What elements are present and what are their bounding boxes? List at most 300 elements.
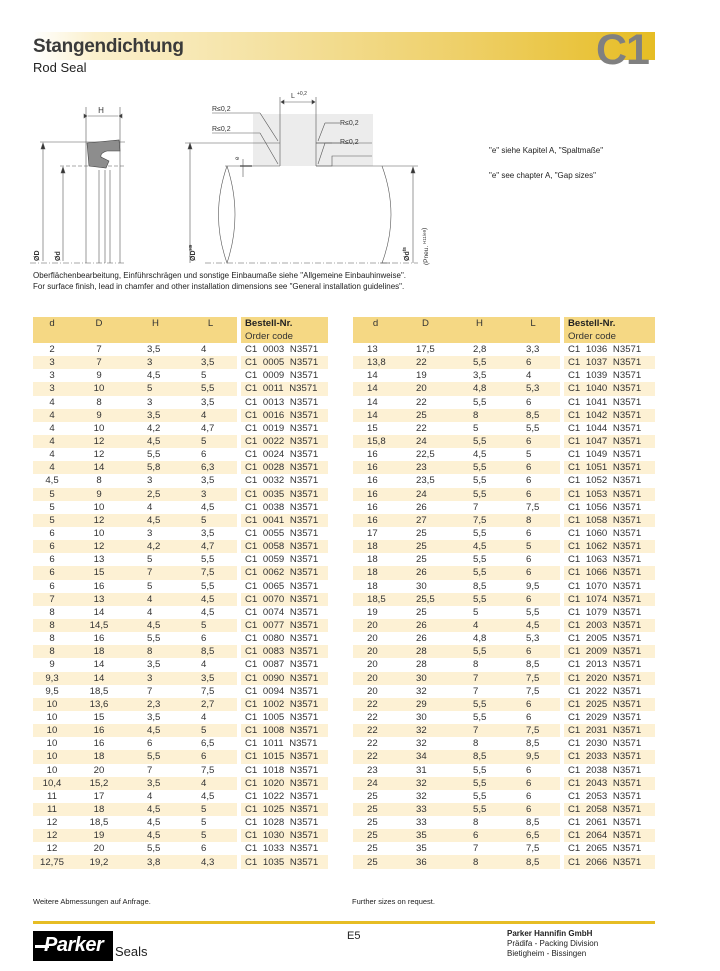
cell-D: 24 <box>398 488 453 501</box>
cell-H: 6 <box>453 829 506 842</box>
cell-H: 3,5 <box>147 712 161 723</box>
cell-order-code: C1 2029 N3571 <box>562 711 655 724</box>
cell-order-code: C1 0028 N3571 <box>239 461 328 474</box>
svg-text:R≤0,2: R≤0,2 <box>340 120 359 127</box>
table-row <box>353 698 655 711</box>
cell-order-code: C1 0058 N3571 <box>239 540 328 553</box>
table-row <box>33 724 328 737</box>
table-row <box>353 501 655 514</box>
cell-H: 5,5 <box>473 396 487 408</box>
cell-d: 15 <box>367 422 378 434</box>
further-sizes-de: Weitere Abmessungen auf Anfrage. <box>33 897 151 906</box>
cell-L: 5,3 <box>526 633 540 645</box>
cell-H: 5,5 <box>453 593 506 606</box>
svg-text:H: H <box>98 106 104 115</box>
cell-L: 6 <box>526 475 532 487</box>
cell-L: 7,5 <box>184 566 239 579</box>
cell-d: 17 <box>367 528 378 540</box>
table-row <box>33 777 328 790</box>
company-division: Prädifa - Packing Division <box>507 939 599 948</box>
cell-order-code: C1 0011 N3571 <box>239 382 328 395</box>
cell-D: 25,5 <box>398 593 453 606</box>
svg-text:ØDH9: $ØD^{H9}$ <box>188 244 197 261</box>
cell-order-code: C1 0062 N3571 <box>239 566 328 579</box>
table-row <box>353 685 655 698</box>
cell-L: 8,5 <box>506 409 562 422</box>
cell-H: 7 <box>147 685 153 697</box>
cell-d: 14 <box>353 382 398 395</box>
cell-H: 2,5 <box>127 488 184 501</box>
cell-H: 8 <box>453 855 506 868</box>
cell-order-code: C1 0035 N3571 <box>239 488 328 501</box>
cell-D: 12 <box>71 435 127 448</box>
cell-d: 19 <box>367 606 378 618</box>
cell-L: 8,5 <box>506 855 562 868</box>
cell-H: 5 <box>147 580 153 592</box>
cell-D: 20 <box>93 843 105 855</box>
cell-H: 3 <box>147 475 153 487</box>
cell-L: 7,5 <box>201 764 215 776</box>
table-row <box>33 474 328 487</box>
cell-D: 10 <box>93 422 105 434</box>
table-row <box>33 409 328 422</box>
table-row <box>353 527 655 540</box>
cell-H: 8 <box>473 817 479 829</box>
cell-L: 4,5 <box>201 606 215 618</box>
cell-order-code: C1 2053 N3571 <box>562 790 655 803</box>
cell-L: 5 <box>526 449 532 461</box>
cell-d: 25 <box>353 803 398 816</box>
cell-L: 6 <box>506 593 562 606</box>
cell-order-code: C1 0038 N3571 <box>239 501 328 514</box>
cell-d: 9,5 <box>45 685 59 697</box>
table-row <box>33 790 328 803</box>
company-info <box>507 929 598 959</box>
cell-D: 9 <box>71 409 127 422</box>
further-sizes-en: Further sizes on request. <box>352 897 435 906</box>
cell-order-code: C1 0094 N3571 <box>239 685 328 698</box>
cell-order-code: C1 2038 N3571 <box>562 764 655 777</box>
cell-D: 12 <box>71 514 127 527</box>
table-row <box>353 737 655 750</box>
installation-diagram <box>0 85 480 265</box>
cell-L: 3,5 <box>184 356 239 369</box>
cell-d: 3 <box>33 356 71 369</box>
cell-L: 8,5 <box>526 817 540 829</box>
cell-L: 3,5 <box>201 528 215 540</box>
cell-d: 23 <box>367 764 378 776</box>
cell-L: 6 <box>526 396 532 408</box>
cell-order-code: C1 1005 N3571 <box>239 711 328 724</box>
cell-H: 5,5 <box>147 633 161 645</box>
cell-H: 3,5 <box>127 409 184 422</box>
table-row <box>33 803 328 816</box>
cell-H: 7 <box>453 672 506 685</box>
cell-order-code: C1 2013 N3571 <box>562 658 655 671</box>
cell-L: 5 <box>184 514 239 527</box>
cell-H: 7,5 <box>453 514 506 527</box>
cell-D: 14 <box>71 461 127 474</box>
table-row <box>33 672 328 685</box>
table-row <box>353 606 655 619</box>
cell-d: 6 <box>33 540 71 553</box>
cell-D: 22,5 <box>416 449 435 461</box>
cell-D: 10 <box>93 501 105 513</box>
table-row <box>353 461 655 474</box>
cell-order-code: C1 0065 N3571 <box>239 580 328 593</box>
cell-d: 10 <box>33 724 71 737</box>
cell-H: 5,8 <box>127 461 184 474</box>
cell-L: 6 <box>506 698 562 711</box>
cell-order-code: C1 1062 N3571 <box>562 540 655 553</box>
logo-seals-label: Seals <box>115 944 148 959</box>
table-row <box>33 461 328 474</box>
cell-L: 6 <box>526 528 532 540</box>
cell-D: 8 <box>96 475 102 487</box>
cell-D: 34 <box>398 750 453 763</box>
cell-H: 4,8 <box>473 633 487 645</box>
cell-d: 6 <box>49 528 55 540</box>
cell-H: 8 <box>127 645 184 658</box>
cell-L: 4,3 <box>184 855 239 868</box>
cell-order-code: C1 2033 N3571 <box>562 750 655 763</box>
cell-d: 25 <box>367 843 378 855</box>
cell-D: 15 <box>93 712 105 723</box>
table-row <box>353 553 655 566</box>
cell-order-code: C1 1022 N3571 <box>239 790 328 803</box>
cell-D: 26 <box>416 501 427 513</box>
cell-d: 11 <box>33 803 71 816</box>
cell-H: 8 <box>473 659 479 671</box>
cell-d: 14 <box>367 396 378 408</box>
cell-D: 32 <box>398 724 453 737</box>
cell-D: 29 <box>398 698 453 711</box>
cell-L: 5 <box>201 370 207 382</box>
cell-H: 5,5 <box>473 712 487 723</box>
cell-D: 13 <box>93 554 105 566</box>
cell-d: 5 <box>33 488 71 501</box>
cell-order-code: C1 2005 N3571 <box>562 632 655 645</box>
page-title-de: Stangendichtung <box>33 36 184 57</box>
table-row <box>33 435 328 448</box>
cell-H: 5,5 <box>473 790 487 802</box>
table-row <box>353 724 655 737</box>
cell-H: 3 <box>147 528 153 540</box>
table-row <box>353 672 655 685</box>
table-row <box>33 632 328 645</box>
table-row <box>353 382 655 395</box>
cell-d: 10 <box>46 712 58 723</box>
cell-d: 16 <box>367 501 378 513</box>
cell-D: 22 <box>416 422 427 434</box>
cell-order-code: C1 0059 N3571 <box>239 553 328 566</box>
cell-d: 13 <box>367 344 378 356</box>
seal-cross-section <box>30 107 125 263</box>
cell-order-code: C1 0016 N3571 <box>239 409 328 422</box>
table-row <box>33 356 328 369</box>
cell-D: 7 <box>71 356 127 369</box>
table-row <box>33 369 328 382</box>
cell-order-code: C1 1044 N3571 <box>562 422 655 435</box>
table-row <box>353 711 655 724</box>
table-row <box>353 422 655 435</box>
cell-H: 5,5 <box>453 435 506 448</box>
cell-order-code: C1 1079 N3571 <box>562 606 655 619</box>
cell-d: 12,75 <box>33 855 71 868</box>
cell-D: 19,2 <box>71 855 127 868</box>
cell-L: 9,5 <box>506 750 562 763</box>
cell-L: 4,7 <box>184 540 239 553</box>
table-row <box>33 566 328 579</box>
cell-L: 7,5 <box>526 843 540 855</box>
cell-order-code: C1 1002 N3571 <box>239 698 328 711</box>
table-row <box>353 750 655 763</box>
cell-d: 18 <box>353 566 398 579</box>
cell-order-code: C1 0070 N3571 <box>239 593 328 606</box>
cell-H: 5,5 <box>453 645 506 658</box>
cell-d: 4 <box>33 435 71 448</box>
table-row <box>33 580 328 593</box>
cell-order-code: C1 1008 N3571 <box>239 724 328 737</box>
svg-text:e: e <box>235 156 241 160</box>
cell-L: 6,5 <box>506 829 562 842</box>
cell-d: 20 <box>367 633 378 645</box>
table-row <box>353 645 655 658</box>
cell-order-code: C1 2022 N3571 <box>562 685 655 698</box>
cell-H: 7 <box>127 566 184 579</box>
cell-D: 24 <box>398 435 453 448</box>
cell-d: 4 <box>33 461 71 474</box>
table-row <box>353 593 655 606</box>
cell-H: 5 <box>147 554 153 566</box>
table-row <box>353 566 655 579</box>
cell-D: 32 <box>416 790 427 802</box>
cell-order-code: C1 1052 N3571 <box>562 474 655 487</box>
page-number: E5 <box>347 930 361 942</box>
cell-H: 7 <box>473 501 479 513</box>
cell-D: 9 <box>71 488 127 501</box>
svg-text:(Pneu. H11/e9): (Pneu. $^{H11/e9}$) <box>421 227 430 265</box>
cell-H: 3,5 <box>127 777 184 790</box>
cell-D: 22 <box>416 396 427 408</box>
cell-L: 8,5 <box>184 645 239 658</box>
table-row <box>353 790 655 803</box>
col-header-D: D <box>71 317 127 343</box>
cell-H: 7 <box>473 685 479 697</box>
cell-d: 7 <box>33 593 71 606</box>
cell-d: 4 <box>49 396 55 408</box>
cell-D: 18 <box>71 803 127 816</box>
cell-H: 4,8 <box>453 382 506 395</box>
cell-L: 7,5 <box>526 685 540 697</box>
cell-H: 4 <box>147 501 153 513</box>
cell-D: 25 <box>416 528 427 540</box>
table-row <box>353 632 655 645</box>
cell-d: 18,5 <box>353 593 398 606</box>
cell-D: 17 <box>93 790 105 802</box>
col-header-H: H <box>127 317 184 343</box>
cell-d: 10,4 <box>33 777 71 790</box>
cell-L: 5,5 <box>184 382 239 395</box>
cell-D: 14 <box>93 606 105 618</box>
cell-order-code: C1 1037 N3571 <box>562 356 655 369</box>
cell-H: 7 <box>147 764 153 776</box>
table-row <box>33 685 328 698</box>
table-row <box>353 356 655 369</box>
cell-order-code: C1 0013 N3571 <box>239 396 328 409</box>
cell-H: 5,5 <box>453 698 506 711</box>
cell-D: 27 <box>398 514 453 527</box>
cell-d: 16 <box>353 514 398 527</box>
cell-L: 5,5 <box>201 580 215 592</box>
company-location: Bietigheim - Bissingen <box>507 949 587 958</box>
cell-D: 31 <box>416 764 427 776</box>
cell-H: 5 <box>473 422 479 434</box>
table-row <box>353 855 655 868</box>
cell-H: 3 <box>127 356 184 369</box>
cell-D: 18,5 <box>89 685 109 697</box>
cell-d: 4 <box>49 422 55 434</box>
table-row <box>353 842 655 855</box>
cell-d: 12 <box>46 817 58 829</box>
cell-order-code: C1 0019 N3571 <box>239 422 328 435</box>
cell-d: 2 <box>49 344 55 356</box>
cell-L: 5 <box>184 829 239 842</box>
cell-D: 33 <box>398 803 453 816</box>
cell-L: 5 <box>201 817 207 829</box>
cell-H: 4,5 <box>127 803 184 816</box>
cell-L: 4 <box>201 712 207 723</box>
cell-L: 5 <box>184 435 239 448</box>
cell-D: 36 <box>398 855 453 868</box>
cell-H: 8 <box>473 738 479 750</box>
cell-L: 4,5 <box>201 790 215 802</box>
cell-D: 23,5 <box>416 475 435 487</box>
cell-H: 4,5 <box>453 540 506 553</box>
svg-text:L: L <box>291 93 295 100</box>
table-row <box>33 553 328 566</box>
cell-L: 3,5 <box>201 475 215 487</box>
cell-H: 5,5 <box>127 750 184 763</box>
gap-note-de: "e" siehe Kapitel A, "Spaltmaße" <box>489 146 604 155</box>
cell-H: 4,5 <box>147 817 161 829</box>
cell-order-code: C1 1030 N3571 <box>239 829 328 842</box>
cell-D: 35 <box>398 829 453 842</box>
cell-d: 3 <box>49 370 55 382</box>
cell-order-code: C1 1020 N3571 <box>239 777 328 790</box>
cell-L: 6,5 <box>201 738 215 750</box>
cell-d: 25 <box>367 817 378 829</box>
cell-d: 10 <box>33 698 71 711</box>
cell-order-code: C1 0005 N3571 <box>239 356 328 369</box>
cell-D: 18,5 <box>89 817 109 829</box>
table-row <box>33 540 328 553</box>
cell-H: 4,2 <box>127 540 184 553</box>
cell-H: 3 <box>147 396 153 408</box>
cell-H: 4,5 <box>127 619 184 632</box>
cell-d: 9,3 <box>33 672 71 685</box>
cell-order-code: C1 0083 N3571 <box>239 645 328 658</box>
cell-L: 6 <box>506 356 562 369</box>
cell-L: 6 <box>506 435 562 448</box>
cell-H: 3 <box>127 672 184 685</box>
cell-d: 16 <box>367 475 378 487</box>
groove-drawing <box>185 97 418 263</box>
cell-H: 3,5 <box>473 370 487 382</box>
cell-D: 25 <box>416 554 427 566</box>
cell-order-code: C1 1056 N3571 <box>562 501 655 514</box>
cell-d: 22 <box>367 738 378 750</box>
cell-D: 32 <box>416 685 427 697</box>
cell-D: 25 <box>398 409 453 422</box>
svg-text:+0,2: +0,2 <box>297 91 307 97</box>
col-header-d: d <box>353 317 398 343</box>
cell-L: 6 <box>526 712 532 723</box>
cell-L: 6,3 <box>184 461 239 474</box>
table-row <box>353 488 655 501</box>
cell-d: 3 <box>33 382 71 395</box>
cell-H: 5,5 <box>453 777 506 790</box>
cell-D: 30 <box>416 712 427 723</box>
cell-L: 6 <box>526 764 532 776</box>
cell-D: 12 <box>93 449 105 461</box>
table-row <box>33 764 328 777</box>
cell-H: 5 <box>473 606 479 618</box>
cell-order-code: C1 0080 N3571 <box>239 632 328 645</box>
cell-order-code: C1 1053 N3571 <box>562 488 655 501</box>
cell-L: 5 <box>506 540 562 553</box>
cell-D: 23 <box>398 461 453 474</box>
cell-L: 6 <box>526 554 532 566</box>
cell-order-code: C1 1063 N3571 <box>562 553 655 566</box>
cell-D: 22 <box>398 356 453 369</box>
cell-H: 2,8 <box>473 344 487 356</box>
cell-L: 6 <box>506 488 562 501</box>
cell-D: 10 <box>93 528 105 540</box>
table-row <box>353 396 655 409</box>
cell-H: 8,5 <box>453 750 506 763</box>
table-row <box>33 606 328 619</box>
table-row <box>353 816 655 829</box>
cell-order-code: C1 1066 N3571 <box>562 566 655 579</box>
table-row <box>353 777 655 790</box>
cell-d: 8 <box>33 645 71 658</box>
cell-d: 20 <box>367 685 378 697</box>
cell-d: 8 <box>49 633 55 645</box>
cell-H: 5,5 <box>453 356 506 369</box>
cell-L: 4 <box>526 370 532 382</box>
table-row <box>33 750 328 763</box>
cell-L: 8,5 <box>526 659 540 671</box>
cell-d: 22 <box>367 712 378 723</box>
cell-order-code: C1 1011 N3571 <box>239 737 328 750</box>
cell-L: 7,5 <box>526 501 540 513</box>
svg-text:R≤0,2: R≤0,2 <box>212 106 231 113</box>
table-row <box>33 396 328 409</box>
cell-D: 8 <box>96 396 102 408</box>
footer-divider <box>33 921 655 924</box>
cell-L: 4,5 <box>201 501 215 513</box>
table-header-row <box>33 317 328 343</box>
col-header-order-code: Bestell-Nr. Order code <box>562 317 655 343</box>
cell-H: 8,5 <box>473 580 487 592</box>
cell-order-code: C1 0074 N3571 <box>239 606 328 619</box>
cell-order-code: C1 2066 N3571 <box>562 855 655 868</box>
cell-d: 12 <box>33 829 71 842</box>
cell-d: 10 <box>33 750 71 763</box>
cell-H: 4,2 <box>147 422 161 434</box>
cell-H: 3,8 <box>127 855 184 868</box>
